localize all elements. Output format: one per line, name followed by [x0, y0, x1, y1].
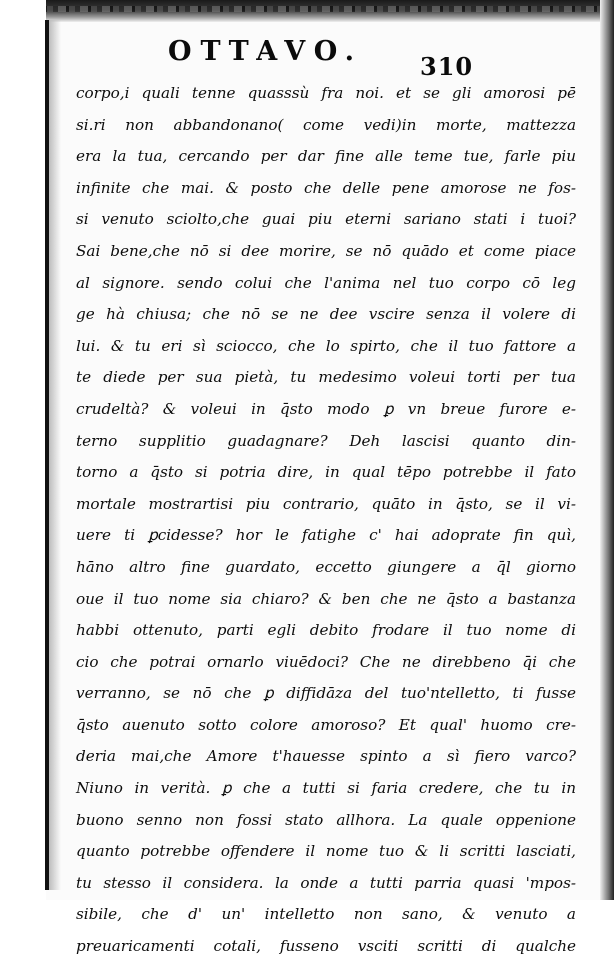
- text-line: deria mai,che Amore t'hauesse spinto a sì fiero varco?: [76, 747, 576, 766]
- text-line: preuaricamenti cotali, fusseno vsciti scritti di qualche: [76, 937, 576, 956]
- text-line: habbi ottenuto, parti egli debito frodare il tuo nome di: [76, 621, 576, 640]
- text-line: lui. & tu eri sì sciocco, che lo spirto, che il tuo fattore a: [76, 336, 576, 355]
- text-line: al signore. sendo colui che l'anima nel tuo corpo cō leg: [76, 273, 576, 292]
- page-top-edge-texture: [0, 6, 614, 12]
- text-line: ge hà chiusa; che nō se ne dee vscire senza il volere di: [76, 305, 576, 324]
- text-line: era la tua, cercando per dar fine alle teme tue, farle piu: [76, 147, 576, 166]
- body-text: [76, 78, 576, 963]
- page-right-edge: [600, 0, 614, 900]
- text-line: oue il tuo nome sia chiaro? & ben che ne q̄sto a bastanza: [76, 589, 576, 608]
- text-line: terno supplitio guadagnare? Deh lascisi quanto din-: [76, 431, 576, 450]
- text-line: torno a q̄sto si potria dire, in qual tēpo potrebbe il fato: [76, 463, 576, 482]
- text-line: cio che potrai ornarlo viuēdoci? Che ne direbbeno q̄i che: [76, 652, 576, 671]
- text-line: te diede per sua pietà, tu medesimo voleui torti per tua: [76, 368, 576, 387]
- text-line: buono senno non fossi stato allhora. La quale oppenione: [76, 810, 576, 829]
- text-line: Sai bene,che nō si dee morire, se nō quādo et come piace: [76, 241, 576, 260]
- text-line: infinite che mai. & posto che delle pene amorose ne fos-: [76, 178, 576, 197]
- text-line: si.ri non abbandonano( come vedi)in morte, mattezza: [76, 115, 576, 134]
- page-number: 310: [420, 52, 474, 81]
- text-line: tu stesso il considera. la onde a tutti parria quasi 'mpos-: [76, 873, 576, 892]
- text-line: uere ti ꝑcidesse? hor le fatighe c' hai adoprate fin quì,: [76, 526, 576, 545]
- running-head: OTTAVO.: [168, 36, 364, 67]
- text-line: crudeltà? & voleui in q̄sto modo ꝑ vn breue furore e-: [76, 399, 576, 418]
- text-line: Niuno in verità. ꝑ che a tutti si faria credere, che tu in: [76, 779, 576, 798]
- left-margin: [0, 0, 46, 900]
- text-line: corpo,i quali tenne quasssù fra noi. et se gli amorosi pē: [76, 84, 576, 102]
- text-line: hāno altro fine guardato, eccetto giungere a q̄l giorno: [76, 557, 576, 576]
- text-line: sibile, che d' un' intelletto non sano, & venuto a: [76, 905, 576, 924]
- text-line: si venuto sciolto,che guai piu eterni sariano stati i tuoi?: [76, 210, 576, 229]
- text-line: mortale mostrartisi piu contrario, quāto in q̄sto, se il vi-: [76, 494, 576, 513]
- text-line: q̄sto auenuto sotto colore amoroso? Et qual' huomo cre-: [76, 715, 576, 734]
- text-line: quanto potrebbe offendere il nome tuo & li scritti lasciati,: [76, 842, 576, 861]
- text-line: verranno, se nō che ꝑ diffidāza del tuo'ntelletto, ti fusse: [76, 684, 576, 703]
- binding-shadow: [49, 20, 61, 890]
